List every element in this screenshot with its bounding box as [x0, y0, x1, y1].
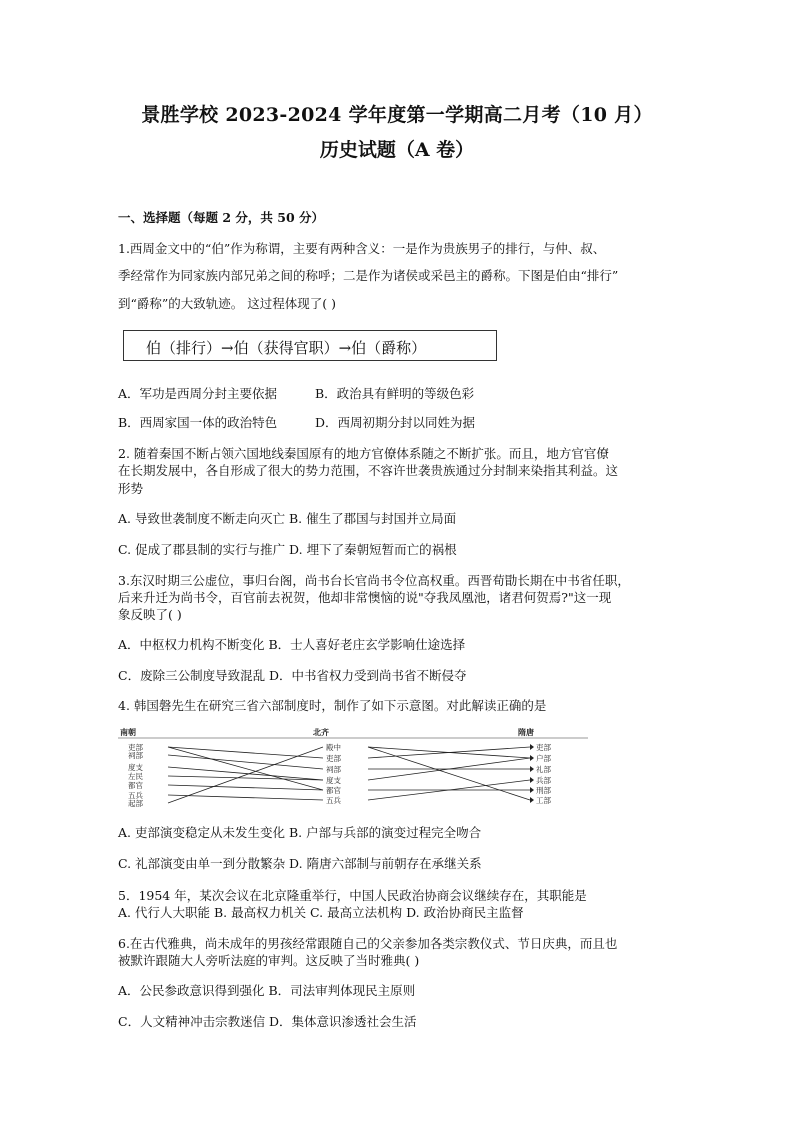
q1-option-c: B．西周家国一体的政治特色 — [118, 415, 278, 430]
q1-option-b: B．政治具有鲜明的等级色彩 — [315, 386, 475, 401]
q4-left-3: 左民 — [128, 772, 143, 781]
q4-mid-5: 五兵 — [326, 796, 341, 805]
q4-lines-left — [168, 747, 323, 803]
q3-options-cd: C．废除三公制度导致混乱 D．中书省权力受到尚书省不断侵夺 — [118, 668, 467, 683]
q4-left-6: 起部 — [128, 799, 143, 808]
q4-options-ab: A. 吏部演变稳定从未发生变化 B. 户部与兵部的演变过程完全吻合 — [118, 825, 482, 840]
q4-lines-right — [368, 747, 530, 800]
q6-options-cd: C．人文精神冲击宗教迷信 D．集体意识渗透社会生活 — [118, 1014, 417, 1029]
q4-left-2: 度支 — [128, 763, 143, 772]
q4-arrow-0 — [530, 744, 534, 750]
q2-line3: 形势 — [118, 481, 144, 496]
q3-line1: 3.东汉时期三公虚位，事归台阁，尚书台长官尚书令位高权重。西晋荀勖长期在中书省任职， — [118, 573, 630, 588]
q5-options: A. 代行人大职能 B. 最高权力机关 C. 最高立法机构 D. 政治协商民主监督 — [118, 905, 524, 920]
q4-head-mid: 北齐 — [313, 728, 329, 737]
exam-title: 景胜学校 2023-2024 学年度第一学期高二月考（10 月） — [141, 104, 653, 126]
q4-right-1: 户部 — [536, 754, 551, 763]
q4-mid-0: 殿中 — [326, 743, 341, 752]
q4-line-l5 — [168, 795, 323, 800]
q2-options-ab: A. 导致世袭制度不断走向灭亡 B. 催生了郡国与封国并立局面 — [118, 511, 457, 526]
q4-arrow-2 — [530, 766, 534, 772]
q4-mid-4: 都官 — [326, 786, 341, 795]
q4-diagram-svg — [118, 726, 588, 808]
exam-subtitle: 历史试题（A 卷） — [319, 139, 475, 161]
q4-line-l1 — [168, 755, 323, 769]
q2-options-cd: C. 促成了郡县制的实行与推广 D. 埋下了秦朝短暂而亡的祸根 — [118, 542, 457, 557]
q4-line-l7 — [168, 747, 323, 790]
q4-line-l0 — [168, 747, 323, 758]
q4-right-4: 刑部 — [536, 786, 551, 795]
q4-line-l6 — [168, 747, 323, 803]
q3-line3: 象反映了( ) — [118, 607, 182, 622]
q4-line1: 4. 韩国磐先生在研究三省六部制度时，制作了如下示意图。对此解读正确的是 — [118, 698, 547, 713]
q4-head-right: 隋唐 — [518, 728, 534, 737]
q1-line2: 季经常作为同家族内部兄弟之间的称呼；二是作为诸侯或采邑主的爵称。下图是伯由“排行” — [118, 268, 619, 283]
q1-option-d: D．西周初期分封以同姓为据 — [315, 415, 476, 430]
section-heading: 一、选择题（每题 2 分，共 50 分） — [118, 210, 325, 225]
q4-mid-2: 祠部 — [326, 765, 341, 774]
q3-options-ab: A．中枢权力机构不断变化 B．士人喜好老庄玄学影响仕途选择 — [118, 637, 466, 652]
q3-line2: 后来升迁为尚书令，百官前去祝贺，他却非常懊恼的说"夺我凤凰池，诸君何贺焉?"这一现 — [118, 590, 612, 605]
q4-left-1: 祠部 — [128, 751, 143, 760]
q4-arrow-3 — [530, 777, 534, 783]
q6-options-ab: A．公民参政意识得到强化 B．司法审判体现民主原则 — [118, 983, 416, 998]
q4-arrowheads — [530, 744, 534, 803]
q4-arrow-1 — [530, 755, 534, 761]
q1-flow-text: 伯（排行）→伯（获得官职）→伯（爵称） — [146, 339, 427, 357]
q6-line2: 被默许跟随大人旁听法庭的审判。这反映了当时雅典( ) — [118, 953, 420, 968]
q1-flow-box — [123, 330, 497, 361]
q4-options-cd: C. 礼部演变由单一到分散繁杂 D. 隋唐六部制与前朝存在承继关系 — [118, 856, 482, 871]
q4-mid-1: 吏部 — [326, 754, 341, 763]
q6-line1: 6.在古代雅典，尚未成年的男孩经常跟随自己的父亲参加各类宗教仪式、节日庆典，而且也 — [118, 936, 618, 951]
q2-line1: 2. 随着秦国不断占领六国地线秦国原有的地方官僚体系随之不断扩张。而且，地方官官僚 — [118, 446, 609, 461]
q4-right-0: 吏部 — [536, 743, 551, 752]
q4-right-5: 工部 — [536, 796, 551, 805]
q2-line2: 在长期发展中，各自形成了很大的势力范围，不容许世袭贵族通过分封制来染指其利益。这 — [118, 463, 619, 478]
q4-right-3: 兵部 — [536, 776, 551, 785]
q4-left-0: 吏部 — [128, 743, 143, 752]
q4-left-4: 都官 — [128, 781, 143, 790]
q1-option-a: A．军功是西周分封主要依据 — [118, 386, 278, 401]
q4-arrow-5 — [530, 797, 534, 803]
q4-right-2: 礼部 — [536, 765, 551, 774]
q4-mid-3: 度支 — [326, 776, 341, 785]
q1-line3: 到“爵称”的大致轨迹。 这过程体现了( ) — [118, 296, 336, 311]
q4-left-5: 五兵 — [128, 791, 143, 800]
q1-line1: 1.西周金文中的“伯”作为称谓，主要有两种含义：一是作为贵族男子的排行，与仲、叔、 — [118, 241, 606, 256]
q4-line-l4 — [168, 785, 323, 790]
q4-head-left: 南朝 — [120, 728, 136, 737]
q5-line1: 5．1954 年，某次会议在北京隆重举行，中国人民政治协商会议继续存在，其职能是 — [118, 888, 587, 903]
q4-arrow-4 — [530, 787, 534, 793]
q4-line-r6 — [368, 747, 530, 800]
q4-diagram — [118, 726, 588, 808]
